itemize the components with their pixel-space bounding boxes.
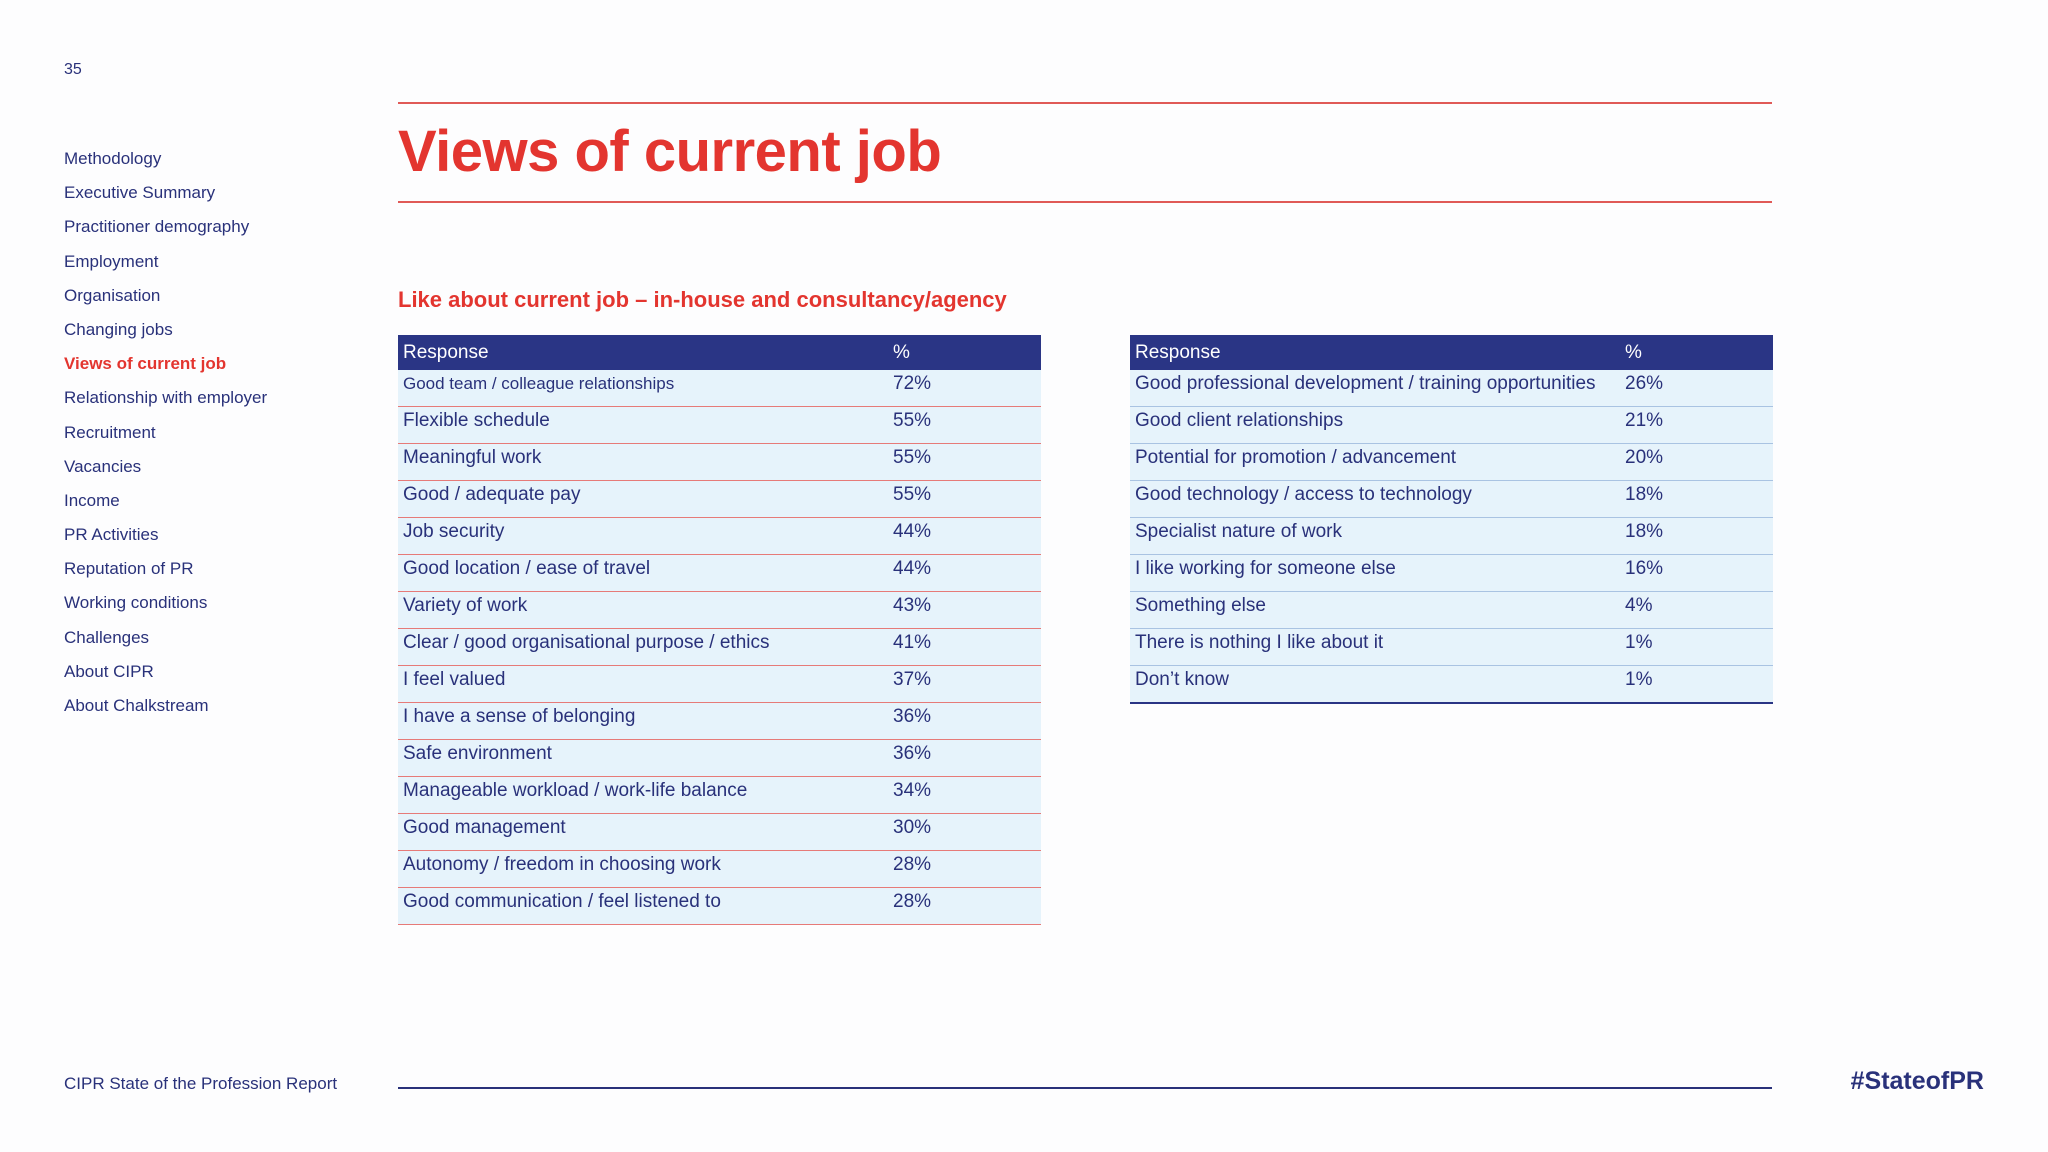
table-row (398, 592, 1041, 629)
percent-cell: 43% (888, 592, 1041, 629)
table-row (398, 703, 1041, 740)
response-cell: Flexible schedule (398, 407, 888, 444)
response-cell: Good technology / access to technology (1130, 481, 1620, 518)
sidebar-item-executive-summary[interactable]: Executive Summary (64, 183, 216, 203)
response-cell: Good communication / feel listened to (398, 888, 888, 925)
sidebar-item-relationship-with-employer[interactable]: Relationship with employer (64, 388, 268, 408)
percent-cell: 55% (888, 407, 1041, 444)
percent-cell: 36% (888, 703, 1041, 740)
percent-cell: 1% (1620, 666, 1773, 704)
sidebar-item-changing-jobs[interactable]: Changing jobs (64, 319, 173, 339)
response-cell: Safe environment (398, 740, 888, 777)
percent-cell: 18% (1620, 481, 1773, 518)
table-row (398, 518, 1041, 555)
page-number: 35 (64, 61, 82, 78)
table-row (398, 777, 1041, 814)
footer-hashtag: #StateofPR (1850, 1067, 1984, 1095)
percent-cell: 20% (1620, 444, 1773, 481)
table-row (1130, 592, 1773, 629)
percent-cell: 72% (888, 370, 1041, 407)
response-cell: Specialist nature of work (1130, 518, 1620, 555)
percent-cell: 1% (1620, 629, 1773, 666)
title-top-rule (398, 102, 1772, 104)
percent-cell: 16% (1620, 555, 1773, 592)
response-cell: Job security (398, 518, 888, 555)
table-row (398, 370, 1041, 407)
response-cell: There is nothing I like about it (1130, 629, 1620, 666)
title-bottom-rule (398, 201, 1772, 203)
percent-cell: 55% (888, 444, 1041, 481)
response-cell: Meaningful work (398, 444, 888, 481)
table-row (1130, 444, 1773, 481)
table-row (398, 888, 1041, 925)
column-header-response: Response (398, 335, 888, 370)
response-cell: Good management (398, 814, 888, 851)
footer-report-name: CIPR State of the Profession Report (64, 1074, 338, 1093)
table-row (1130, 481, 1773, 518)
sidebar-item-vacancies[interactable]: Vacancies (64, 456, 142, 476)
section-subtitle: Like about current job – in-house and consultancy/agency (398, 287, 1007, 312)
sidebar-item-recruitment[interactable]: Recruitment (64, 422, 156, 442)
response-cell: Good client relationships (1130, 407, 1620, 444)
percent-cell: 30% (888, 814, 1041, 851)
table-row (1130, 629, 1773, 666)
table-row (398, 407, 1041, 444)
responses-table-right (1130, 335, 1773, 704)
response-cell: Good / adequate pay (398, 481, 888, 518)
table-row (398, 481, 1041, 518)
sidebar-item-about-cipr[interactable]: About CIPR (64, 661, 154, 681)
percent-cell: 55% (888, 481, 1041, 518)
response-cell: Autonomy / freedom in choosing work (398, 851, 888, 888)
percent-cell: 44% (888, 518, 1041, 555)
response-cell: Potential for promotion / advancement (1130, 444, 1620, 481)
sidebar-item-working-conditions[interactable]: Working conditions (64, 593, 208, 613)
percent-cell: 37% (888, 666, 1041, 703)
column-header-percent: % (1620, 335, 1773, 370)
percent-cell: 21% (1620, 407, 1773, 444)
response-cell: I like working for someone else (1130, 555, 1620, 592)
footer-rule (398, 1087, 1772, 1089)
sidebar-item-about-chalkstream[interactable]: About Chalkstream (64, 696, 209, 715)
sidebar-item-challenges[interactable]: Challenges (64, 627, 150, 647)
percent-cell: 28% (888, 888, 1041, 925)
table-row (1130, 555, 1773, 592)
percent-cell: 4% (1620, 592, 1773, 629)
table-row (398, 555, 1041, 592)
page-title: Views of current job (398, 119, 942, 184)
table-row (398, 629, 1041, 666)
table-header-row (1130, 335, 1773, 370)
response-cell: Something else (1130, 592, 1620, 629)
table-row (398, 814, 1041, 851)
response-cell: Variety of work (398, 592, 888, 629)
percent-cell: 41% (888, 629, 1041, 666)
response-cell: Good team / colleague relationships (398, 370, 888, 407)
percent-cell: 36% (888, 740, 1041, 777)
table-row (1130, 407, 1773, 444)
response-cell: Manageable workload / work-life balance (398, 777, 888, 814)
table-header-row (398, 335, 1041, 370)
response-cell: Clear / good organisational purpose / ethics (398, 629, 888, 666)
sidebar-item-income[interactable]: Income (64, 490, 120, 510)
sidebar-item-methodology[interactable]: Methodology (64, 149, 162, 168)
percent-cell: 18% (1620, 518, 1773, 555)
sidebar-item-reputation-of-pr[interactable]: Reputation of PR (64, 559, 194, 579)
responses-table-left (398, 335, 1041, 925)
column-header-percent: % (888, 335, 1041, 370)
table-row (1130, 370, 1773, 407)
sidebar-item-employment[interactable]: Employment (64, 251, 159, 271)
sidebar-item-organisation[interactable]: Organisation (64, 285, 161, 305)
response-cell: Don’t know (1130, 666, 1620, 704)
response-cell: Good location / ease of travel (398, 555, 888, 592)
response-cell: I have a sense of belonging (398, 703, 888, 740)
percent-cell: 44% (888, 555, 1041, 592)
sidebar-item-views-of-current-job[interactable]: Views of current job (64, 354, 227, 374)
sidebar-nav (64, 145, 267, 726)
table-row (398, 851, 1041, 888)
column-header-response: Response (1130, 335, 1620, 370)
table-row (398, 666, 1041, 703)
percent-cell: 28% (888, 851, 1041, 888)
response-cell: I feel valued (398, 666, 888, 703)
sidebar-item-practitioner-demography[interactable]: Practitioner demography (64, 217, 250, 237)
table-row (1130, 518, 1773, 555)
table-row (398, 444, 1041, 481)
sidebar-item-pr-activities[interactable]: PR Activities (64, 525, 159, 545)
percent-cell: 26% (1620, 370, 1773, 407)
table-row (1130, 666, 1773, 704)
percent-cell: 34% (888, 777, 1041, 814)
table-row (398, 740, 1041, 777)
response-cell: Good professional development / training opportunities (1130, 370, 1620, 407)
